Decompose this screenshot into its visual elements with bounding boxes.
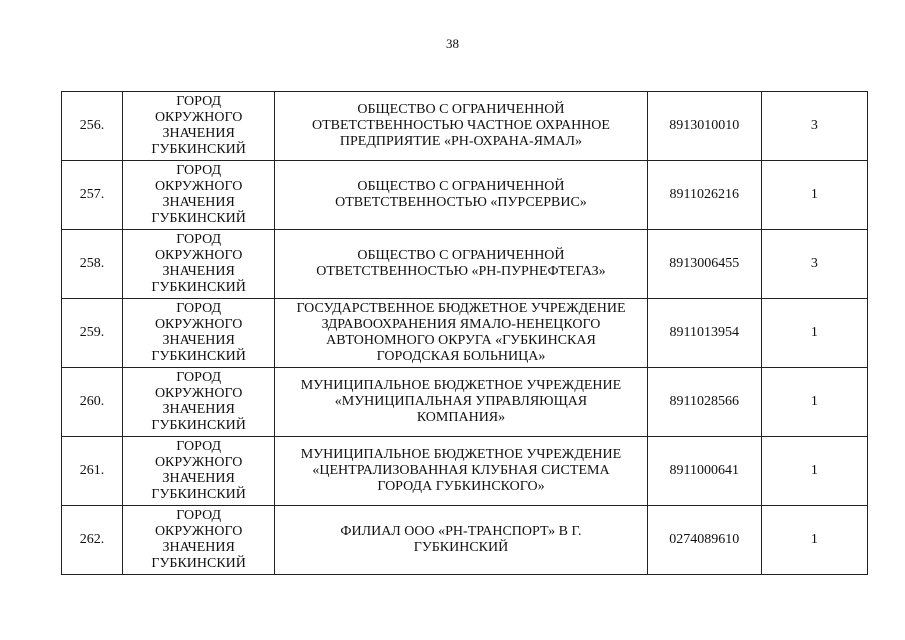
municipality-line: ЗНАЧЕНИЯ <box>162 333 235 348</box>
organization-cell <box>275 299 647 368</box>
municipality-line: ЗНАЧЕНИЯ <box>162 264 235 279</box>
quantity-cell: 1 <box>761 161 867 230</box>
municipality-line: ГОРОД <box>176 508 222 523</box>
row-number-cell: 261. <box>62 437 123 506</box>
organization-cell <box>275 92 647 161</box>
organization-line: ОБЩЕСТВО С ОГРАНИЧЕННОЙ <box>357 102 565 117</box>
municipality-line: ГОРОД <box>176 163 222 178</box>
municipality-line: ГОРОД <box>176 370 222 385</box>
quantity-cell: 1 <box>761 437 867 506</box>
municipality-line: ОКРУЖНОГО <box>154 386 243 401</box>
row-number-cell: 257. <box>62 161 123 230</box>
table-row <box>62 92 868 161</box>
organization-cell <box>275 368 647 437</box>
municipality-line: ГУБКИНСКИЙ <box>151 211 246 226</box>
row-number-cell: 260. <box>62 368 123 437</box>
organization-cell <box>275 230 647 299</box>
municipality-line: ГОРОД <box>176 232 222 247</box>
municipality-cell <box>123 437 275 506</box>
inn-cell: 8911000641 <box>647 437 761 506</box>
municipality-line: ГУБКИНСКИЙ <box>151 280 246 295</box>
table-row <box>62 299 868 368</box>
row-number-cell: 256. <box>62 92 123 161</box>
municipality-line: ОКРУЖНОГО <box>154 248 243 263</box>
inn-cell: 8911028566 <box>647 368 761 437</box>
municipality-line: ГОРОД <box>176 439 222 454</box>
municipality-cell <box>123 299 275 368</box>
organization-line: АВТОНОМНОГО ОКРУГА «ГУБКИНСКАЯ <box>326 333 596 348</box>
municipality-cell <box>123 92 275 161</box>
municipality-cell <box>123 506 275 575</box>
quantity-cell: 1 <box>761 299 867 368</box>
organization-line: ГОСУДАРСТВЕННОЕ БЮДЖЕТНОЕ УЧРЕЖДЕНИЕ <box>296 301 626 316</box>
organization-line: ОТВЕТСТВЕННОСТЬЮ ЧАСТНОЕ ОХРАННОЕ <box>311 118 610 133</box>
municipality-line: ГУБКИНСКИЙ <box>151 418 246 433</box>
municipality-cell <box>123 230 275 299</box>
municipality-line: ГОРОД <box>176 301 222 316</box>
inn-cell: 0274089610 <box>647 506 761 575</box>
municipality-line: ЗНАЧЕНИЯ <box>162 540 235 555</box>
organization-line: ОТВЕТСТВЕННОСТЬЮ «РН-ПУРНЕФТЕГАЗ» <box>316 264 606 279</box>
municipality-cell <box>123 161 275 230</box>
row-number-cell: 259. <box>62 299 123 368</box>
organization-line: ГОРОДА ГУБКИНСКОГО» <box>377 479 545 494</box>
organization-line: МУНИЦИПАЛЬНОЕ БЮДЖЕТНОЕ УЧРЕЖДЕНИЕ <box>300 447 622 462</box>
table-row <box>62 506 868 575</box>
municipality-line: ОКРУЖНОГО <box>154 110 243 125</box>
organization-line: ФИЛИАЛ ООО «РН-ТРАНСПОРТ» В Г. <box>340 524 582 539</box>
municipality-line: ГУБКИНСКИЙ <box>151 349 246 364</box>
quantity-cell: 3 <box>761 92 867 161</box>
quantity-cell: 1 <box>761 506 867 575</box>
organization-line: ГУБКИНСКИЙ <box>413 540 509 555</box>
municipality-line: ОКРУЖНОГО <box>154 524 243 539</box>
municipality-line: ОКРУЖНОГО <box>154 317 243 332</box>
inn-cell: 8913010010 <box>647 92 761 161</box>
organization-line: ОБЩЕСТВО С ОГРАНИЧЕННОЙ <box>357 179 565 194</box>
municipality-line: ЗНАЧЕНИЯ <box>162 402 235 417</box>
organization-line: ОБЩЕСТВО С ОГРАНИЧЕННОЙ <box>357 248 565 263</box>
quantity-cell: 1 <box>761 368 867 437</box>
municipality-line: ОКРУЖНОГО <box>154 179 243 194</box>
table-row <box>62 230 868 299</box>
municipality-line: ЗНАЧЕНИЯ <box>162 471 235 486</box>
municipality-line: ОКРУЖНОГО <box>154 455 243 470</box>
inn-cell: 8913006455 <box>647 230 761 299</box>
municipality-cell <box>123 368 275 437</box>
registry-table-body <box>62 92 868 575</box>
table-row <box>62 437 868 506</box>
page-number: 38 <box>446 36 459 51</box>
organization-line: «МУНИЦИПАЛЬНАЯ УПРАВЛЯЮЩАЯ <box>334 394 588 409</box>
organization-line: ОТВЕТСТВЕННОСТЬЮ «ПУРСЕРВИС» <box>335 195 587 210</box>
organization-line: ГОРОДСКАЯ БОЛЬНИЦА» <box>376 349 546 364</box>
municipality-line: ГУБКИНСКИЙ <box>151 556 246 571</box>
municipality-line: ЗНАЧЕНИЯ <box>162 195 235 210</box>
table-row <box>62 368 868 437</box>
organization-line: КОМПАНИЯ» <box>416 410 506 425</box>
row-number-cell: 262. <box>62 506 123 575</box>
table-row <box>62 161 868 230</box>
organization-line: ПРЕДПРИЯТИЕ «РН-ОХРАНА-ЯМАЛ» <box>339 134 583 149</box>
organization-cell <box>275 437 647 506</box>
municipality-line: ГОРОД <box>176 94 222 109</box>
organization-cell <box>275 161 647 230</box>
organization-cell <box>275 506 647 575</box>
municipality-line: ГУБКИНСКИЙ <box>151 487 246 502</box>
inn-cell: 8911026216 <box>647 161 761 230</box>
organization-line: МУНИЦИПАЛЬНОЕ БЮДЖЕТНОЕ УЧРЕЖДЕНИЕ <box>300 378 622 393</box>
municipality-line: ГУБКИНСКИЙ <box>151 142 246 157</box>
quantity-cell: 3 <box>761 230 867 299</box>
registry-table <box>61 91 868 575</box>
inn-cell: 8911013954 <box>647 299 761 368</box>
municipality-line: ЗНАЧЕНИЯ <box>162 126 235 141</box>
organization-line: ЗДРАВООХРАНЕНИЯ ЯМАЛО-НЕНЕЦКОГО <box>321 317 601 332</box>
organization-line: «ЦЕНТРАЛИЗОВАННАЯ КЛУБНАЯ СИСТЕМА <box>312 463 610 478</box>
row-number-cell: 258. <box>62 230 123 299</box>
